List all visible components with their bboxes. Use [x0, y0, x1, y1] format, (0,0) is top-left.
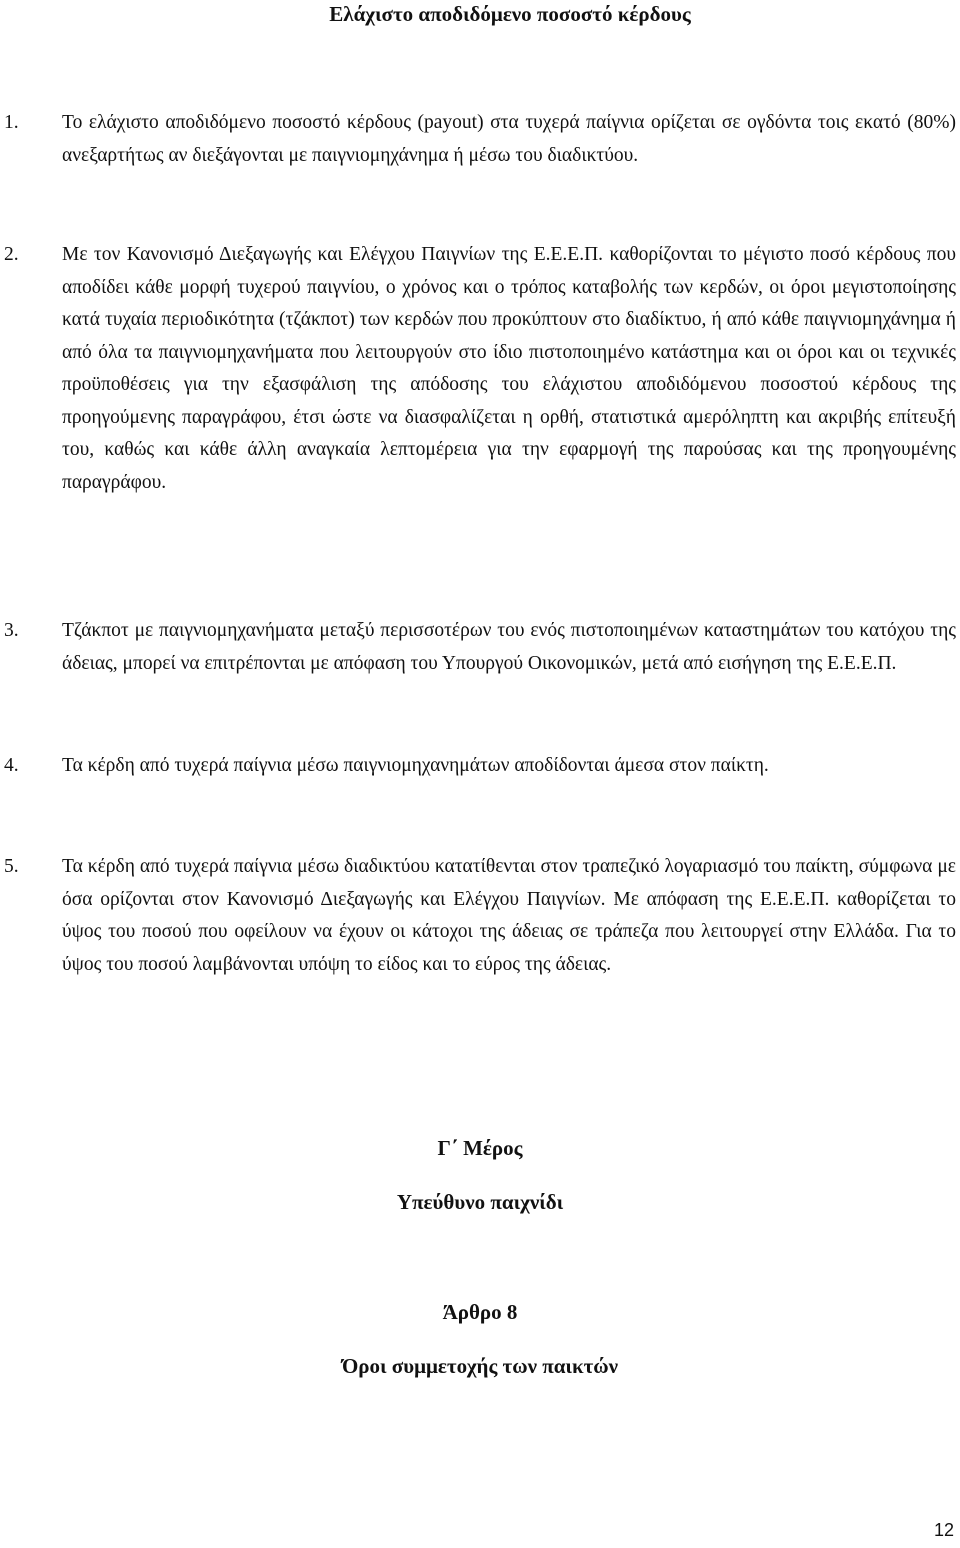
item-text-3: Τζάκποτ με παιγνιομηχανήματα μεταξύ περισσοτέρων του ενός πιστοποιημένων καταστημάτων του κατόχου της άδειας, μπορεί να επιτρέπονται με απόφαση του Υπουργού Οικονομικών, μετά από εισήγηση της Ε.Ε.Ε.Π. [62, 620, 956, 674]
item-number-1: 1. [4, 112, 19, 133]
item-number-2: 2. [4, 244, 19, 265]
article-subtitle: Όροι συμμετοχής των παικτών [341, 1354, 619, 1378]
section-title: Ελάχιστο αποδιδόμενο ποσοστό κέρδους [329, 2, 691, 26]
part-title: Γ΄ Μέρος [437, 1136, 523, 1160]
part-subtitle: Υπεύθυνο παιχνίδι [396, 1190, 564, 1214]
item-text-5: Τα κέρδη από τυχερά παίγνια μέσω διαδικτύου κατατίθενται στον τραπεζικό λογαριασμό του παίκτη, σύμφωνα με όσα ορίζονται στον Κανονισμό Διεξαγωγής και Ελέγχου Παιγνίων. Με απόφαση της Ε.Ε.Ε.Π. καθορίζεται το ύψος του ποσού που οφείλουν να έχουν οι κάτοχοι της άδειας σε τράπεζα που λειτουργεί στην Ελλάδα. Για το ύψος του ποσού λαμβάνονται υπόψη το είδος και το εύρος της άδειας. [62, 856, 956, 975]
item-text-1: Το ελάχιστο αποδιδόμενο ποσοστό κέρδους (payout) στα τυχερά παίγνια ορίζεται σε ογδόντα τοις εκατό (80%) ανεξαρτήτως αν διεξάγονται με παιγνιομηχάνημα ή μέσω του διαδικτύου. [62, 112, 956, 166]
item-number-5: 5. [4, 856, 19, 877]
item-number-4: 4. [4, 755, 19, 776]
article-title: Άρθρο 8 [442, 1300, 518, 1324]
item-number-3: 3. [4, 620, 19, 641]
item-text-4: Τα κέρδη από τυχερά παίγνια μέσω παιγνιομηχανημάτων αποδίδονται άμεσα στον παίκτη. [62, 755, 769, 776]
page-number: 12 [933, 1520, 954, 1540]
item-text-2: Με τον Κανονισμό Διεξαγωγής και Ελέγχου Παιγνίων της Ε.Ε.Ε.Π. καθορίζονται το μέγιστο ποσό κέρδους που αποδίδει κάθε μορφή τυχερού παιγνίου, ο χρόνος και ο τρόπος καταβολής των κερδών, οι όροι μεγιστοποίησης κατά τυχαία περιοδικότητα (τζάκποτ) των κερδών που προκύπτουν στο διαδίκτυο, ή από κάθε παιγνιομηχάνημα ή από όλα τα παιγνιομηχανήματα που λειτουργούν στο ίδιο πιστοποιημένο κατάστημα και οι όροι και οι τεχνικές προϋποθέσεις για την εξασφάλιση της απόδοσης του ελάχιστου αποδιδόμενου ποσοστού κέρδους της προηγούμενης παραγράφου, έτσι ώστε να διασφαλίζεται η ορθή, στατιστικά αμερόληπτη και ακριβής επίτευξή του, καθώς και κάθε άλλη αναγκαία λεπτομέρεια για την εφαρμογή της παρούσας και της προηγουμένης παραγράφου. [62, 244, 956, 493]
